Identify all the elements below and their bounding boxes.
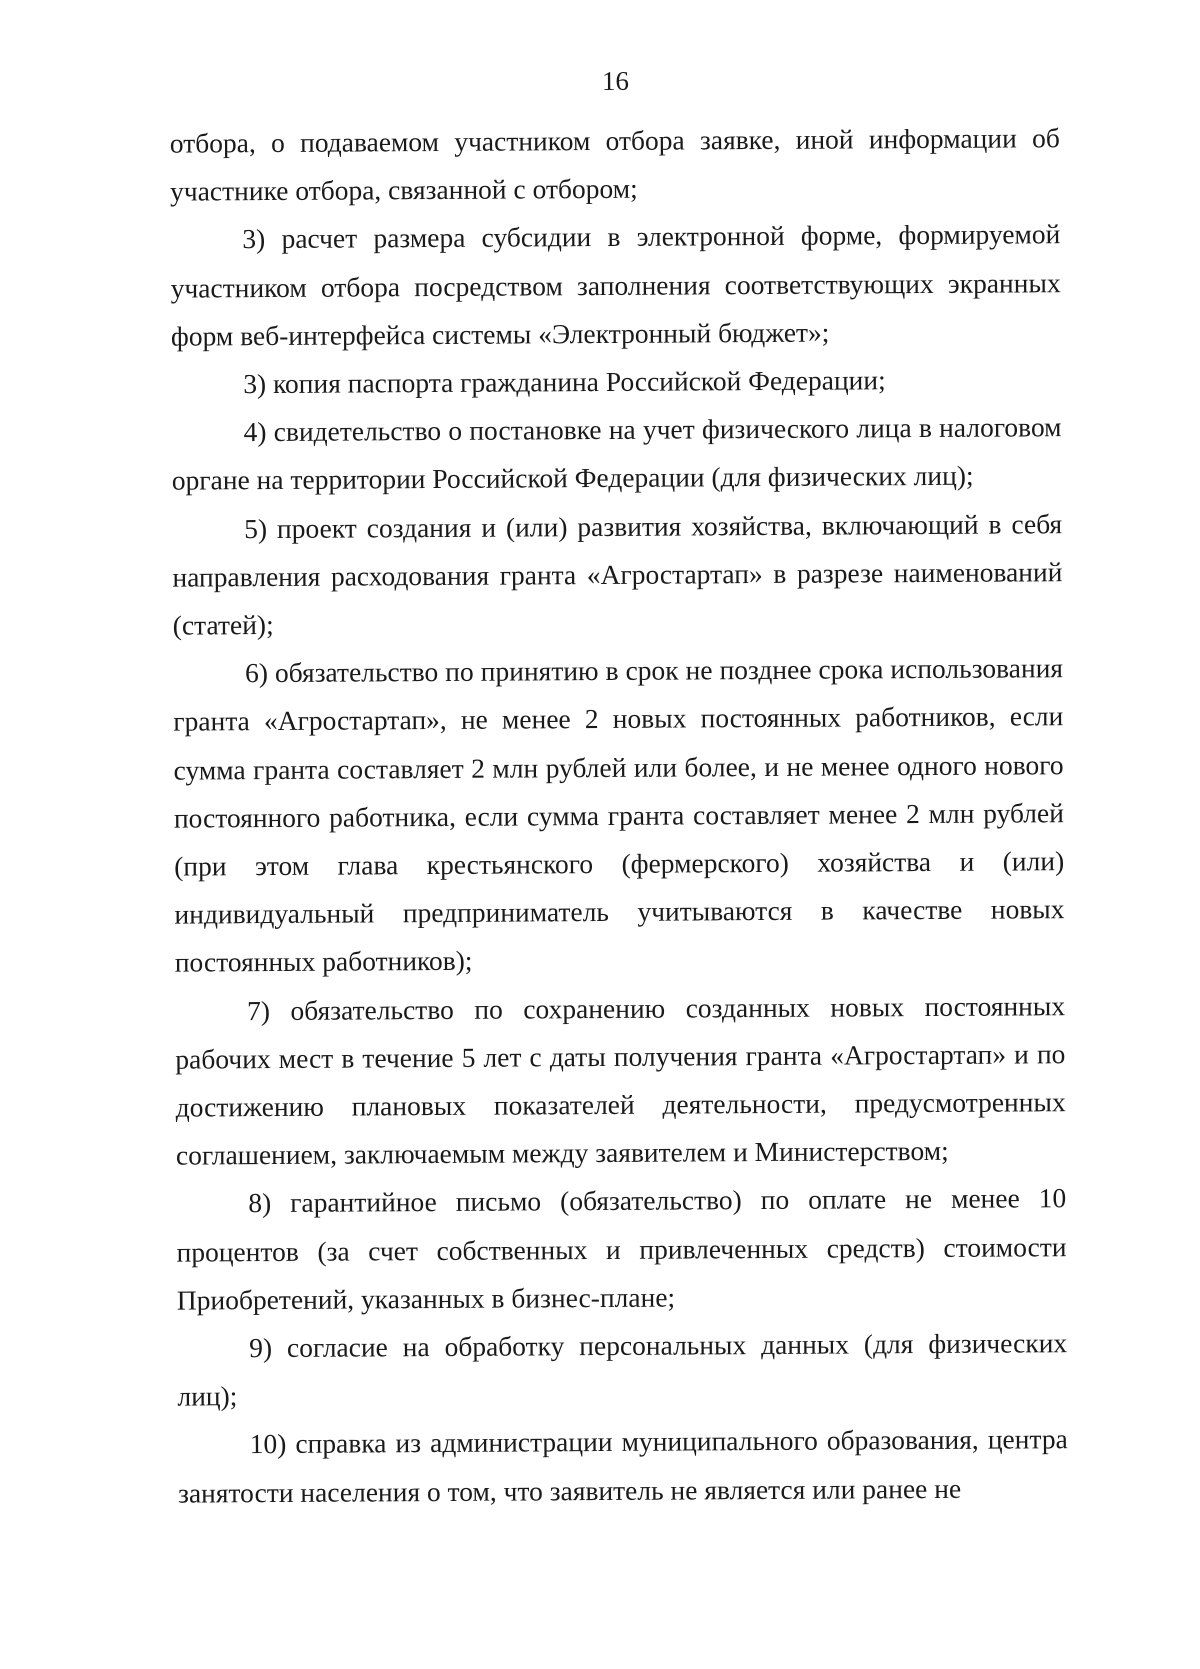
- paragraph-item-6: 6) обязательство по принятию в срок не позднее срока использования гранта «Агростартап», не менее 2 новых постоянных работников, если сумма гранта составляет 2 млн рублей или более, и не менее одного нового постоянного работника, если сумма гранта составляет менее 2 млн рублей (при этом глава крестьянского (фермерского) хозяйства и (или) индивидуальный предприниматель учитываются в качестве новых постоянных работников);: [173, 652, 1065, 979]
- paragraph-item-7: 7) обязательство по сохранению созданных новых постоянных рабочих мест в течение 5 лет с даты получения гранта «Агростартап» и по достижению плановых показателей деятельности, предусмотренных соглашением, заключаемым между заявителем и Министерством;: [175, 989, 1066, 1171]
- paragraph-item-10: 10) справка из администрации муниципального образования, центра занятости населения о том, что заявитель не является или ранее не: [177, 1423, 1068, 1509]
- paragraph-continued: отбора, о подаваемом участником отбора заявке, иной информации об участнике отбора, связанной с отбором;: [169, 122, 1060, 207]
- document-body: [170, 114, 1069, 1517]
- paragraph-item-3-passport: 3) копия паспорта гражданина Российской Федерации;: [243, 364, 886, 400]
- paragraph-item-4: 4) свидетельство о постановке на учет физического лица в налоговом органе на территории Российской Федерации (для физических лиц);: [171, 411, 1062, 497]
- paragraph-item-8: 8) гарантийное письмо (обязательство) по оплате не менее 10 процентов (за счет собственных и привлеченных средств) стоимости Приобретений, указанных в бизнес-плане;: [176, 1182, 1067, 1316]
- paragraph-item-3-calculation: 3) расчет размера субсидии в электронной форме, формируемой участником отбора посредством заполнения соответствующих экранных форм веб-интерфейса системы «Электронный бюджет»;: [170, 218, 1061, 352]
- paragraph-item-5: 5) проект создания и (или) развития хозяйства, включающий в себя направления расходования гранта «Агростартап» в разрезе наименований (статей);: [172, 507, 1063, 641]
- page-number: 16: [601, 65, 630, 96]
- paragraph-item-9: 9) согласие на обработку персональных данных (для физических лиц);: [177, 1327, 1068, 1412]
